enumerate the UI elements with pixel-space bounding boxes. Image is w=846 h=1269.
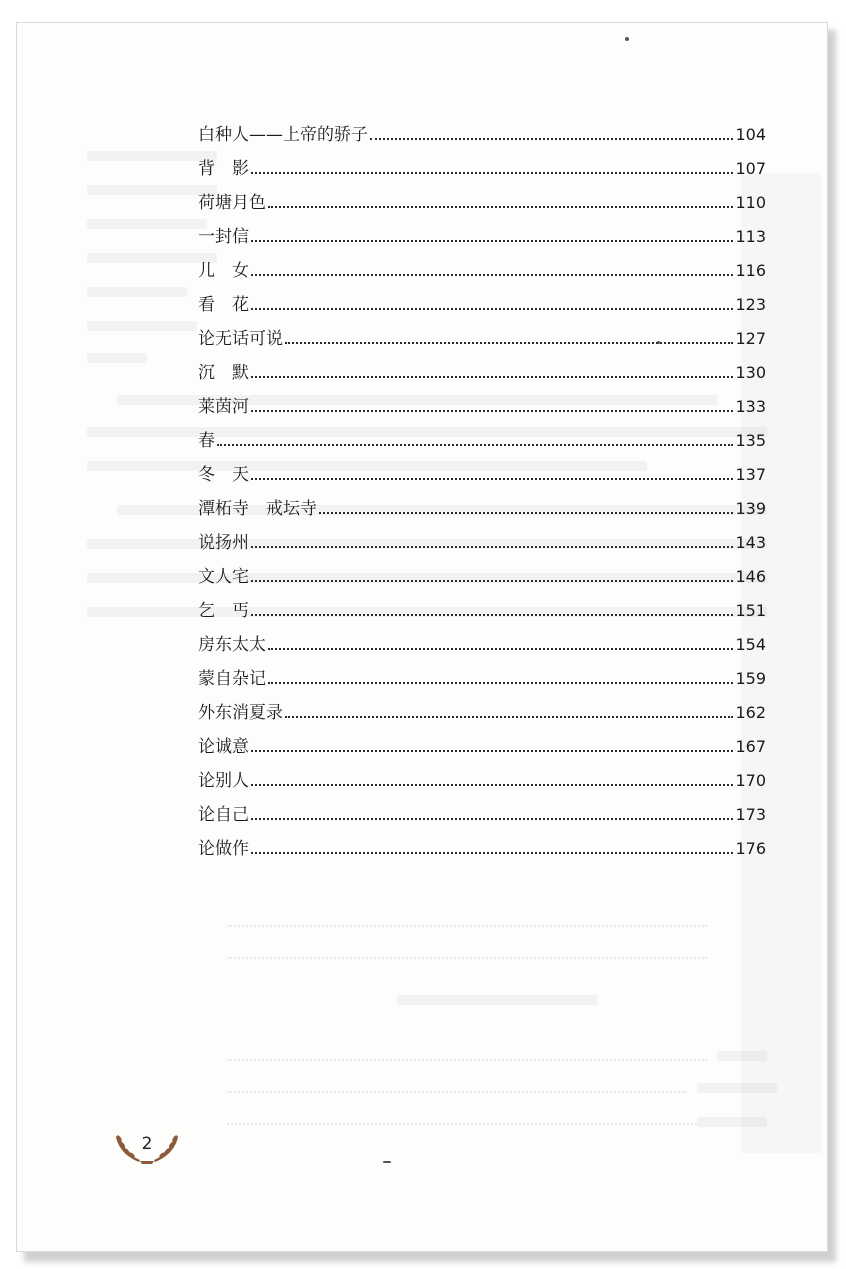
toc-entry[interactable]	[198, 120, 766, 154]
toc-leader-dots	[251, 784, 733, 786]
toc-entry-title: 莱茵河	[198, 397, 249, 417]
toc-entry-page: 146	[735, 567, 766, 586]
toc-leader-dots	[251, 818, 733, 820]
toc-entry-title: 外东消夏录	[198, 703, 283, 723]
toc-entry-page: 137	[735, 465, 766, 484]
paper-speck	[625, 37, 629, 41]
toc-leader-dots	[251, 172, 733, 174]
toc-leader-dots	[285, 342, 733, 344]
toc-entry-title: 荷塘月色	[198, 193, 266, 213]
toc-entry-title: 白种人——上帝的骄子	[198, 125, 368, 145]
page-number: 2	[141, 1134, 153, 1154]
toc-entry-page: 127	[735, 329, 766, 348]
toc-leader-dots	[268, 682, 733, 684]
toc-entry-title: 看 花	[198, 295, 249, 315]
toc-entry-title: 乞 丐	[198, 601, 249, 621]
toc-entry[interactable]	[198, 766, 766, 800]
toc-leader-dots	[319, 512, 733, 514]
toc-entry[interactable]	[198, 392, 766, 426]
toc-leader-dots	[251, 580, 733, 582]
toc-entry[interactable]	[198, 494, 766, 528]
toc-entry-page: 173	[735, 805, 766, 824]
toc-entry-title: 论别人	[198, 771, 249, 791]
toc-entry-title: 背 影	[198, 159, 249, 179]
toc-entry-title: 论诚意	[198, 737, 249, 757]
toc-entry[interactable]	[198, 834, 766, 868]
toc-entry[interactable]	[198, 154, 766, 188]
toc-leader-dots	[268, 206, 733, 208]
toc-leader-dots	[251, 852, 733, 854]
toc-leader-dots	[251, 750, 733, 752]
toc-entry-page: 159	[735, 669, 766, 688]
toc-leader-dots	[251, 410, 733, 412]
toc-entry-page: 110	[735, 193, 766, 212]
toc-entry-title: 潭柘寺 戒坛寺	[198, 499, 317, 519]
toc-entry-page: 167	[735, 737, 766, 756]
toc-entry-page: 116	[735, 261, 766, 280]
toc-entry-page: 154	[735, 635, 766, 654]
toc-entry[interactable]	[198, 188, 766, 222]
toc-entry[interactable]	[198, 596, 766, 630]
toc-entry-title: 沉 默	[198, 363, 249, 383]
toc-leader-dots	[251, 274, 733, 276]
toc-entry[interactable]	[198, 732, 766, 766]
toc-entry[interactable]	[198, 562, 766, 596]
toc-entry-title: 文人宅	[198, 567, 249, 587]
toc-entry-page: 130	[735, 363, 766, 382]
paper-speck	[383, 1161, 391, 1163]
toc-entry-page: 151	[735, 601, 766, 620]
toc-entry-title: 春	[198, 431, 215, 451]
toc-entry-title: 论自己	[198, 805, 249, 825]
toc-entry[interactable]	[198, 460, 766, 494]
toc-entry-title: 房东太太	[198, 635, 266, 655]
toc-entry[interactable]	[198, 800, 766, 834]
toc-leader-dots	[251, 240, 733, 242]
toc-leader-dots	[217, 444, 733, 446]
toc-leader-dots	[251, 308, 733, 310]
toc-entry-page: 176	[735, 839, 766, 858]
toc-entry-page: 113	[735, 227, 766, 246]
toc-leader-dots	[251, 546, 733, 548]
toc-entry[interactable]	[198, 426, 766, 460]
toc-leader-dots	[251, 614, 733, 616]
toc-entry-title: 论做作	[198, 839, 249, 859]
toc-entry-title: 一封信	[198, 227, 249, 247]
toc-entry-page: 162	[735, 703, 766, 722]
toc-entry-title: 儿 女	[198, 261, 249, 281]
table-of-contents	[198, 120, 766, 868]
toc-entry[interactable]	[198, 528, 766, 562]
toc-entry-page: 170	[735, 771, 766, 790]
toc-entry[interactable]	[198, 358, 766, 392]
toc-entry-title: 说扬州	[198, 533, 249, 553]
toc-entry[interactable]	[198, 324, 766, 358]
toc-entry-page: 139	[735, 499, 766, 518]
toc-entry[interactable]	[198, 256, 766, 290]
toc-entry[interactable]	[198, 630, 766, 664]
toc-entry[interactable]	[198, 664, 766, 698]
toc-entry-page: 107	[735, 159, 766, 178]
toc-leader-dots	[285, 716, 733, 718]
toc-leader-dots	[268, 648, 733, 650]
toc-entry-page: 104	[735, 125, 766, 144]
toc-entry-page: 135	[735, 431, 766, 450]
toc-leader-dots	[251, 376, 733, 378]
toc-entry[interactable]	[198, 698, 766, 732]
toc-entry-page: 143	[735, 533, 766, 552]
toc-entry[interactable]	[198, 222, 766, 256]
toc-entry-page: 123	[735, 295, 766, 314]
toc-entry-title: 冬 天	[198, 465, 249, 485]
page-folio	[112, 1130, 182, 1166]
toc-leader-dots	[370, 138, 733, 140]
toc-entry-page: 133	[735, 397, 766, 416]
toc-entry[interactable]	[198, 290, 766, 324]
toc-entry-title: 蒙自杂记	[198, 669, 266, 689]
toc-leader-dots	[251, 478, 733, 480]
toc-entry-title: 论无话可说	[198, 329, 283, 349]
